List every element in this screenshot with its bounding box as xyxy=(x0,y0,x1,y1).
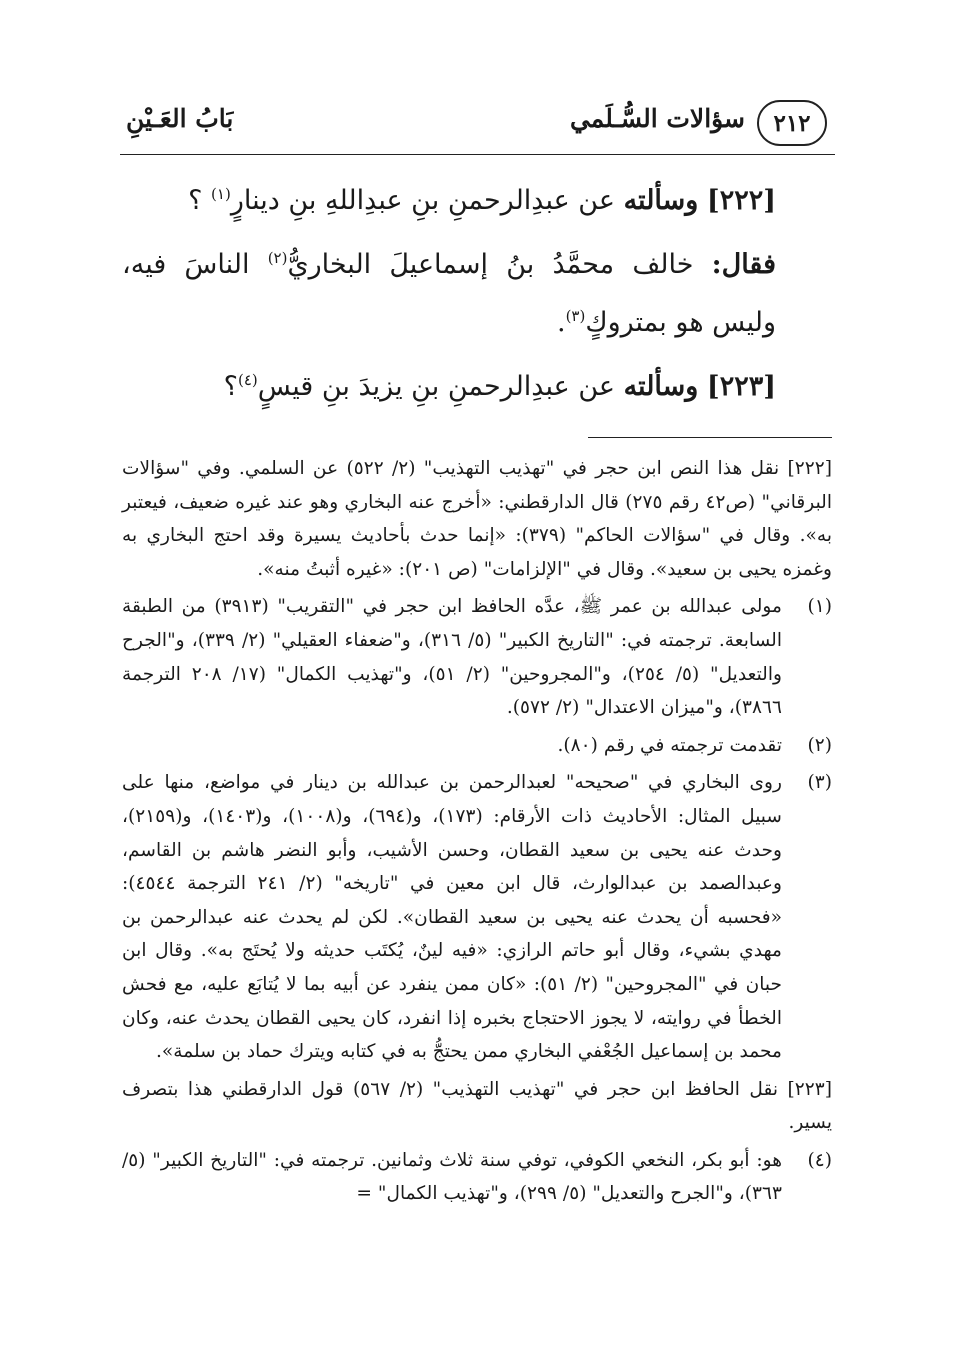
answer-end: . xyxy=(556,307,566,338)
footnote-3 xyxy=(122,766,832,1068)
footnote-text: مولى عبدالله بن عمر ﷺ، عدَّه الحافظ ابن حجر في "التقريب" (٣٩١٣) من الطبقة السابعة. ترجمته في: "التاريخ الكبير" (٥/ ٣١٦)، و"ضعفاء العقيلي" (٢/ ٣٣٩)، و"الجرح والتعديل" (٥/ ٢٥٤)، و"المجروحين" (٢/ ٥١)، و"تهذيب الكمال" (١٧/ ٢٠٨ الترجمة ٣٨٦٦)، و"ميزان الاعتدال" (٢/ ٥٧٢). xyxy=(122,596,782,719)
question-lead: وسألته xyxy=(623,371,699,402)
footnote-ref: (٢) xyxy=(267,249,288,267)
footnote-divider xyxy=(588,437,832,438)
footnote-id: (٢) xyxy=(807,734,832,756)
footnotes xyxy=(122,452,832,1215)
footnote-text: نقل الحافظ ابن حجر في "تهذيب التهذيب" (٢/ ٥٦٧) قول الدارقطني هذا بتصرف يسير. xyxy=(122,1078,832,1134)
footnote-ref: (٤) xyxy=(238,371,258,389)
answer-text-2: الناسَ فيه، وليس هو بمتروكٍ xyxy=(122,249,776,338)
question-223 xyxy=(122,358,832,416)
main-text xyxy=(122,172,832,422)
page-number: ٢١٢ xyxy=(757,100,827,146)
footnote-223 xyxy=(122,1073,832,1140)
footnote-id: (١) xyxy=(807,596,832,618)
question-lead: وسألته xyxy=(623,185,699,216)
footnote-1 xyxy=(122,590,832,724)
answer-text-1: خالف محمَّدُ بنُ إسماعيلَ البخاريُّ xyxy=(287,249,712,280)
question-text: عن عبدِالرحمنِ بنِ عبدِاللهِ بنِ دينارٍ xyxy=(230,185,615,216)
footnote-222 xyxy=(122,452,832,586)
footnote-text: روى البخاري في "صحيحه" لعبدالرحمن بن عبدالله بن دينار في مواضع، منها على سبيل المثال: الأحاديث ذات الأرقام: (١٧٣)، و(٦٩٤)، و(١٠٠٨)، و(١٤٠٣)، و(٢١٥٩)، وحدث عنه يحيى بن سعيد القطان، وحسن الأشيب، وأبو النضر هاشم بن القاسم، وعبدالصمد بن عبدالوارث، قال ابن معين في "تاريخه" (٢/ ٢٤١ الترجمة ٤٥٤٤): «فحسبه أن يحدث عنه يحيى بن سعيد القطان». لكن لم يحدث عنه عبدالرحمن بن مهدي بشيء، وقال أبو حاتم الرازي: «فيه لينٌ، يُكتَب حديثه ولا يُحتَج به». وقال ابن حبان في "المجروحين" (٢/ ٥١): «كان ممن ينفرد عن أبيه بما لا يُتابَع عليه، مع فحش الخطأ في روايته، لا يجوز الاحتجاج بخبره إذا انفرد، كان يحيى القطان يحدث عنه، وكان محمد بن إسماعيل الجُعْفي البخاري ممن يحتجُّ به في كتابه ويترك حماد بن سلمة». xyxy=(122,772,783,1063)
answer-lead: فقال: xyxy=(711,249,776,280)
footnote-ref: (٣) xyxy=(565,307,586,325)
footnote-ref: (١) xyxy=(211,185,231,203)
footnote-id: [٢٢٢] xyxy=(787,458,832,479)
entry-number: [٢٢٢] xyxy=(706,185,776,216)
question-end: ؟ xyxy=(188,185,212,216)
answer-222 xyxy=(122,236,832,352)
footnote-id: (٤) xyxy=(807,1149,832,1171)
question-end: ؟ xyxy=(223,371,238,402)
footnote-2 xyxy=(122,729,832,763)
footnote-id: [٢٢٣] xyxy=(787,1078,832,1100)
question-222 xyxy=(122,172,832,230)
entry-number: [٢٢٣] xyxy=(706,371,776,402)
footnote-text: نقل هذا النص ابن حجر في "تهذيب التهذيب" (٢/ ٥٢٢) عن السلمي. وفي "سؤالات البرقاني" (ص٤٢ رقم ٢٧٥) قال الدارقطني: «أخرج عنه البخاري وهو عند غيره ضعيف، فيعتبر به». وقال في "سؤالات الحاكم" (٣٧٩): «إنما حدث بأحاديث يسيرة وقد احتج البخاري به وغمزه يحيى بن سعيد». وقال في "الإلزامات" (ص ٢٠١): «غيره أثبتُ منه». xyxy=(122,458,833,580)
footnote-4 xyxy=(122,1144,832,1211)
book-title: سؤالات السُّـلَمي xyxy=(569,104,745,133)
page-header xyxy=(120,98,835,155)
footnote-id: (٣) xyxy=(807,772,832,794)
footnote-text: هو: أبو بكر، النخعي الكوفي، توفي سنة ثلاث وثمانين. ترجمته في: "التاريخ الكبير" (٥/ ٣٦٣)، و"الجرح والتعديل" (٥/ ٢٩٩)، و"تهذيب الكمال" = xyxy=(122,1149,782,1205)
footnote-text: تقدمت ترجمته في رقم (٨٠). xyxy=(557,734,782,756)
question-text: عن عبدِالرحمنِ بنِ يزيدَ بنِ قيسٍ xyxy=(257,371,615,402)
chapter-title: بَابُ العَـيْنِ xyxy=(126,104,234,133)
